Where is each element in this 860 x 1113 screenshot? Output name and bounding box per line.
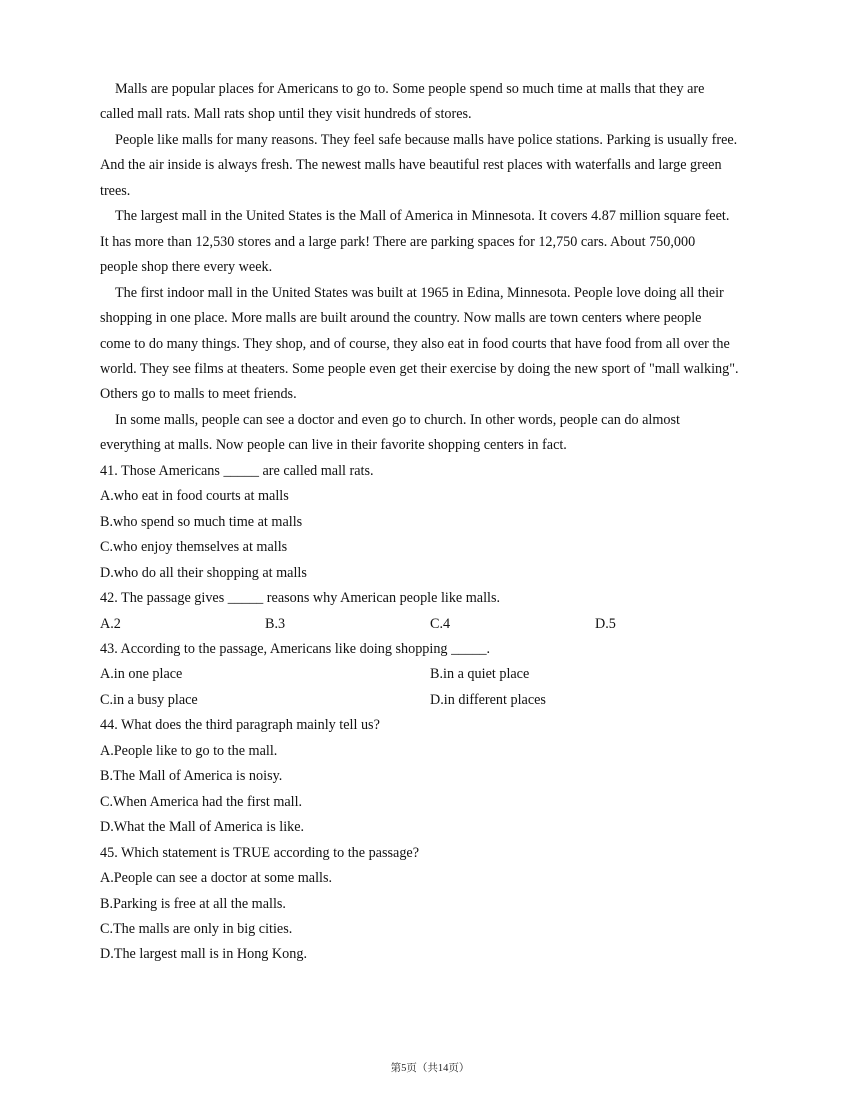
- text-line: In some malls, people can see a doctor and even go to church. In other words, people can do almost: [115, 411, 680, 428]
- option-c: C.who enjoy themselves at malls: [100, 539, 288, 556]
- question-43: [100, 637, 770, 713]
- option-a: A.in one place: [100, 666, 183, 683]
- option-c: C.The malls are only in big cities.: [100, 920, 293, 937]
- option-a: A.People can see a doctor at some malls.: [100, 870, 333, 887]
- question-44: [100, 713, 770, 840]
- text-line: It has more than 12,530 stores and a large park! There are parking spaces for 12,750 cars. About 750,000: [100, 233, 696, 250]
- option-c: C.in a busy place: [100, 691, 198, 708]
- option-d: D.in different places: [430, 691, 546, 708]
- option-d: D.What the Mall of America is like.: [100, 819, 305, 836]
- option-a: A.People like to go to the mall.: [100, 742, 278, 759]
- question-stem: 43. According to the passage, Americans like doing shopping _____.: [100, 640, 491, 657]
- option-c: C.When America had the first mall.: [100, 793, 303, 810]
- question-41: [100, 459, 770, 586]
- text-line: world. They see films at theaters. Some people even get their exercise by doing the new sport of "mall walking".: [100, 360, 739, 377]
- text-line: everything at malls. Now people can live in their favorite shopping centers in fact.: [100, 437, 567, 454]
- option-b: B.3: [265, 615, 286, 632]
- text-line: Others go to malls to meet friends.: [100, 386, 297, 403]
- text-line: shopping in one place. More malls are built around the country. Now malls are town centers where people: [100, 310, 702, 327]
- option-c: C.4: [430, 615, 451, 632]
- option-d: D.The largest mall is in Hong Kong.: [100, 946, 308, 963]
- paragraph-5: [100, 408, 770, 459]
- question-45: [100, 841, 770, 968]
- text-line: Malls are popular places for Americans to go to. Some people spend so much time at malls that they are: [115, 81, 705, 97]
- question-42: [100, 586, 770, 637]
- option-d: D.5: [595, 615, 616, 632]
- options-row: [100, 612, 770, 637]
- page-footer: 第5页（共14页）: [390, 1063, 470, 1074]
- option-b: B.who spend so much time at malls: [100, 513, 303, 530]
- text-line: And the air inside is always fresh. The newest malls have beautiful rest places with waterfalls and large green: [100, 157, 722, 174]
- option-a: A.who eat in food courts at malls: [100, 488, 289, 505]
- paragraph-4: [100, 281, 770, 408]
- text-line: come to do many things. They shop, and of course, they also eat in food courts that have food from all over the: [100, 335, 730, 352]
- option-b: B.The Mall of America is noisy.: [100, 768, 283, 785]
- paragraph-3: [100, 204, 770, 280]
- options-row: [100, 662, 770, 687]
- text-line: The largest mall in the United States is the Mall of America in Minnesota. It covers 4.87 million square feet.: [115, 208, 730, 225]
- text-line: People like malls for many reasons. They feel safe because malls have police stations. Parking is usually free.: [115, 131, 738, 148]
- question-stem: 44. What does the third paragraph mainly tell us?: [100, 717, 380, 734]
- option-b: B.in a quiet place: [430, 666, 530, 683]
- option-b: B.Parking is free at all the malls.: [100, 895, 286, 912]
- question-stem: 42. The passage gives _____ reasons why American people like malls.: [100, 590, 501, 607]
- question-stem: 41. Those Americans _____ are called mall rats.: [100, 462, 374, 479]
- option-d: D.who do all their shopping at malls: [100, 564, 307, 581]
- option-a: A.2: [100, 615, 121, 632]
- question-stem: 45. Which statement is TRUE according to the passage?: [100, 844, 420, 861]
- options-row: [100, 688, 770, 713]
- paragraph-2: [100, 128, 770, 204]
- text-line: The first indoor mall in the United States was built at 1965 in Edina, Minnesota. People love doing all their: [115, 284, 724, 301]
- text-line: trees.: [100, 182, 131, 199]
- text-line: people shop there every week.: [100, 259, 273, 276]
- text-line: called mall rats. Mall rats shop until they visit hundreds of stores.: [100, 106, 472, 123]
- paragraph-1: [100, 77, 770, 128]
- passage: [100, 77, 770, 459]
